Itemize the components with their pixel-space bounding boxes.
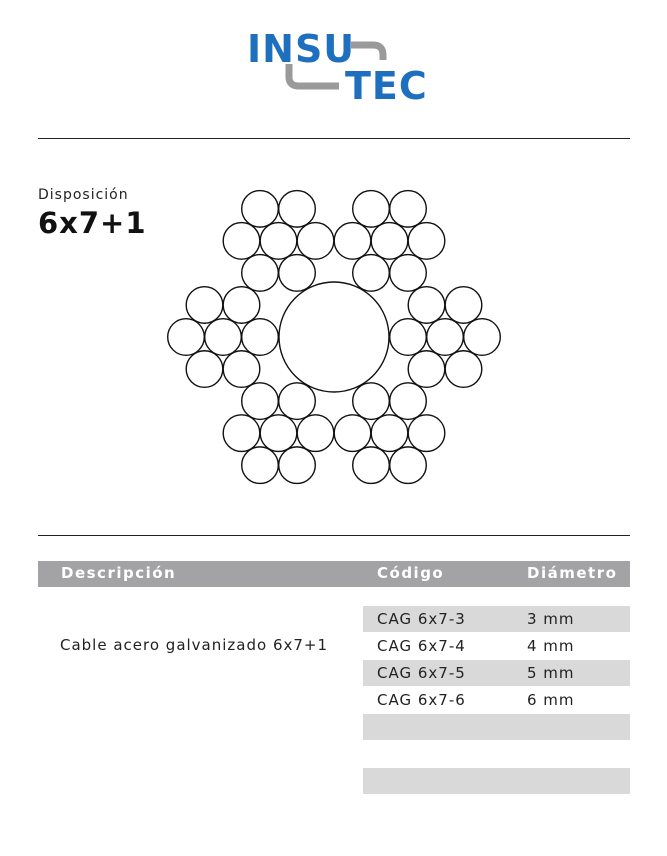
strand-outer-wire	[445, 287, 482, 324]
row-code: CAG 6x7-5	[377, 664, 466, 682]
table-row-empty	[363, 768, 630, 794]
row-code: CAG 6x7-4	[377, 637, 466, 655]
strand-outer-wire	[242, 255, 279, 292]
strand-outer-wire	[445, 351, 482, 388]
table-header	[38, 561, 630, 587]
header-code: Código	[377, 564, 445, 582]
strand-outer-wire	[353, 255, 390, 292]
strand-outer-wire	[390, 319, 427, 356]
header-description: Descripción	[61, 564, 177, 582]
strand-outer-wire	[168, 319, 205, 356]
strand-outer-wire	[408, 415, 445, 452]
strand-outer-wire	[408, 351, 445, 388]
strand-center-wire	[260, 223, 297, 260]
disposition-value: 6x7+1	[38, 206, 147, 240]
strand-outer-wire	[223, 287, 260, 324]
middle-divider	[38, 535, 630, 536]
table-row-empty	[363, 714, 630, 740]
table-row	[363, 660, 630, 686]
strand-outer-wire	[279, 191, 316, 228]
strand-outer-wire	[223, 415, 260, 452]
rope-core	[279, 282, 389, 392]
strand-outer-wire	[223, 351, 260, 388]
strand-center-wire	[371, 223, 408, 260]
rope-cross-section-diagram	[166, 189, 502, 485]
strand-center-wire	[205, 319, 242, 356]
strand-outer-wire	[186, 351, 223, 388]
table-row	[363, 606, 630, 632]
row-diameter: 6 mm	[527, 691, 575, 709]
company-logo	[247, 27, 428, 108]
disposition-label: Disposición	[38, 187, 129, 203]
header-diameter: Diámetro	[527, 564, 618, 582]
product-description: Cable acero galvanizado 6x7+1	[60, 636, 329, 654]
strand-outer-wire	[390, 447, 427, 484]
row-diameter: 3 mm	[527, 610, 575, 628]
strand-outer-wire	[390, 191, 427, 228]
row-diameter: 5 mm	[527, 664, 575, 682]
top-divider	[38, 138, 630, 139]
strand-outer-wire	[242, 447, 279, 484]
strand-outer-wire	[353, 191, 390, 228]
strand-outer-wire	[297, 415, 334, 452]
strand-outer-wire	[390, 255, 427, 292]
strand-center-wire	[371, 415, 408, 452]
strand-outer-wire	[186, 287, 223, 324]
table-row	[363, 687, 630, 713]
strand-outer-wire	[464, 319, 501, 356]
row-diameter: 4 mm	[527, 637, 575, 655]
strand-center-wire	[427, 319, 464, 356]
strand-outer-wire	[353, 447, 390, 484]
strand-outer-wire	[242, 191, 279, 228]
strand-outer-wire	[334, 223, 371, 260]
strand-outer-wire	[279, 255, 316, 292]
strand-outer-wire	[408, 287, 445, 324]
table-row-empty	[363, 741, 630, 767]
strand-outer-wire	[223, 223, 260, 260]
strand-outer-wire	[279, 447, 316, 484]
strand-outer-wire	[353, 383, 390, 420]
row-code: CAG 6x7-6	[377, 691, 466, 709]
table-row	[363, 633, 630, 659]
strand-outer-wire	[390, 383, 427, 420]
strand-outer-wire	[408, 223, 445, 260]
strand-outer-wire	[242, 319, 279, 356]
strand-center-wire	[260, 415, 297, 452]
logo-text-bottom: TEC	[345, 64, 428, 108]
logo-text-top: INSU	[247, 27, 356, 71]
row-code: CAG 6x7-3	[377, 610, 466, 628]
strand-outer-wire	[297, 223, 334, 260]
strand-outer-wire	[279, 383, 316, 420]
strand-outer-wire	[334, 415, 371, 452]
strand-outer-wire	[242, 383, 279, 420]
